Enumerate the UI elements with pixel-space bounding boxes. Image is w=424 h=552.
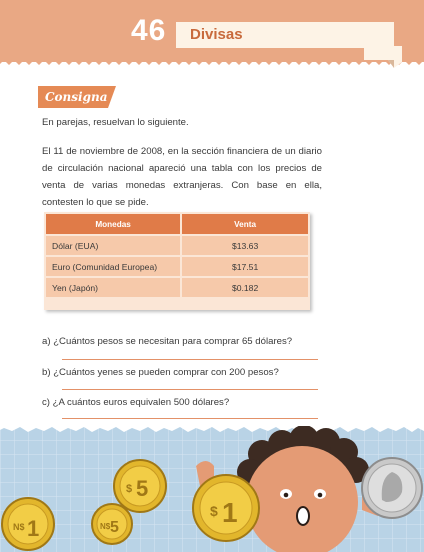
coin-symbol: 1 [27, 516, 40, 541]
gold-coin-left [2, 498, 54, 550]
table-header-row [46, 214, 308, 234]
answer-line-c[interactable] [62, 418, 318, 419]
coin-symbol: 1 [222, 497, 238, 528]
problem-paragraph: El 11 de noviembre de 2008, en la sección financiera de un diario de circulación nacional apareció una tabla con los precios de venta de varias monedas extranjeras. Con base en ella, contesten lo que se pide. [42, 146, 322, 208]
coin-symbol: $ [126, 483, 133, 495]
table-row [46, 236, 308, 255]
gold-coin-medium [114, 460, 166, 512]
table-row [46, 257, 308, 276]
coin-symbol: N$ [100, 522, 111, 531]
table-row [46, 278, 308, 297]
lesson-title: Divisas [190, 26, 243, 43]
header-zigzag-border [0, 58, 424, 66]
coin-symbol: 5 [110, 519, 119, 536]
currency-name: Dólar (EUA) [46, 236, 180, 255]
currency-name: Euro (Comunidad Europea) [46, 257, 180, 276]
answer-line-b[interactable] [62, 389, 318, 390]
question-a: a) ¿Cuántos pesos se necesitan para comprar 65 dólares? [42, 336, 293, 347]
intro-text: En parejas, resuelvan lo siguiente. [42, 117, 189, 128]
gold-coin-large [193, 475, 259, 541]
title-banner-tab [364, 46, 402, 68]
answer-line-a[interactable] [62, 359, 318, 360]
coin-symbol: N$ [13, 522, 25, 532]
consigna-label: Consigna [45, 90, 108, 104]
coin-symbol: $ [210, 503, 218, 519]
column-header-monedas: Monedas [46, 214, 180, 234]
gold-coin-small [92, 504, 132, 544]
column-header-venta: Venta [182, 214, 308, 234]
question-c: c) ¿A cuántos euros equivalen 500 dólares? [42, 397, 230, 408]
silver-coin [362, 458, 422, 518]
currency-price: $0.182 [182, 278, 308, 297]
currency-price: $17.51 [182, 257, 308, 276]
currency-price: $13.63 [182, 236, 308, 255]
coins-illustration [0, 426, 424, 552]
coin-symbol: 5 [136, 476, 149, 501]
currency-table [44, 212, 310, 310]
lesson-number: 46 [131, 14, 167, 47]
question-b: b) ¿Cuántos yenes se pueden comprar con 200 pesos? [42, 367, 279, 378]
currency-name: Yen (Japón) [46, 278, 180, 297]
